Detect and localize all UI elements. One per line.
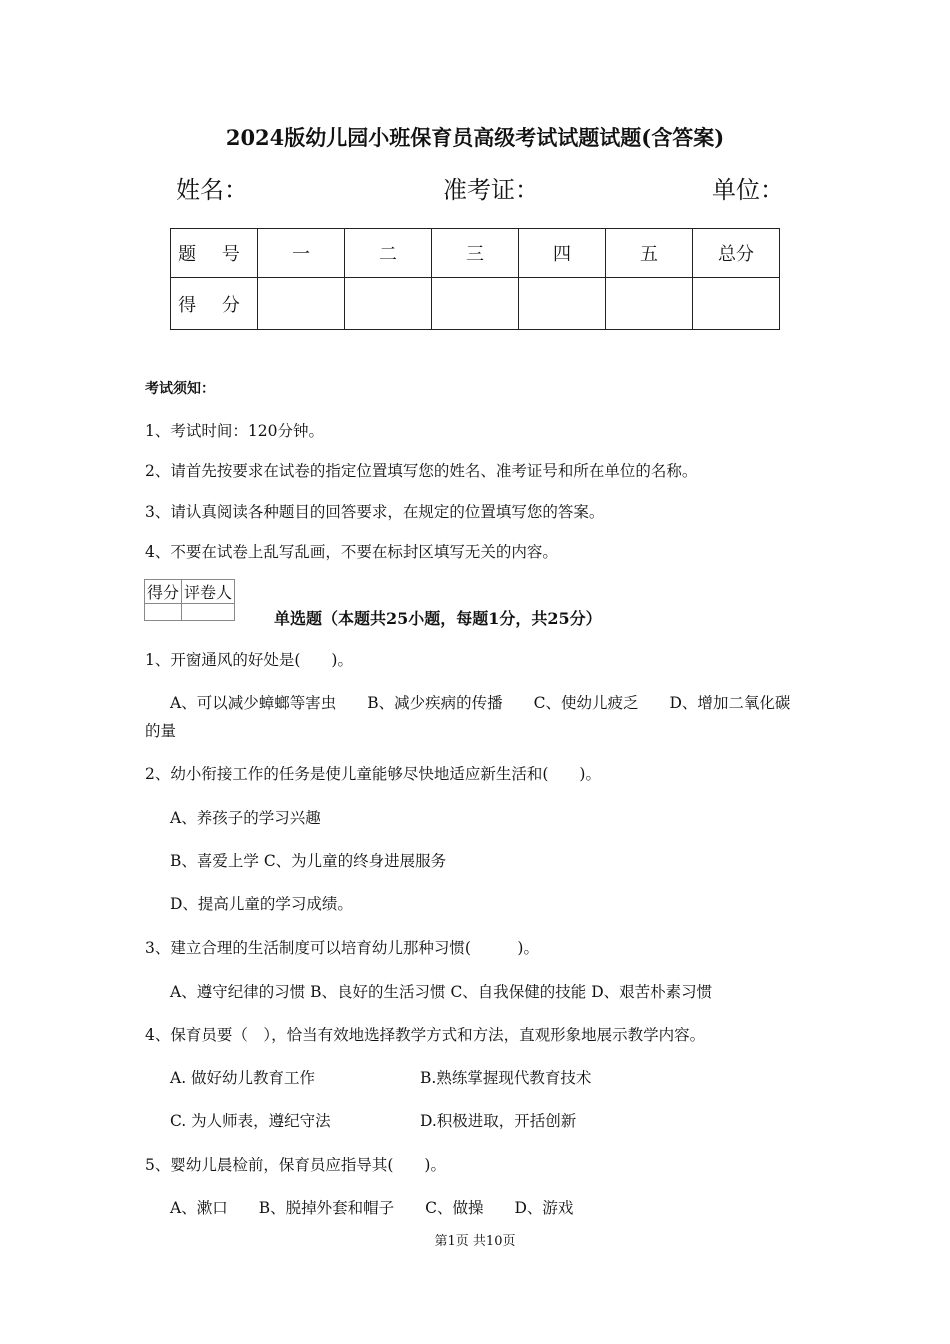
section-title: 单选题（本题共25小题，每题1分，共25分） (274, 609, 602, 628)
notice-item: 2、请首先按要求在试卷的指定位置填写您的姓名、准考证号和所在单位的名称。 (145, 462, 698, 480)
score-cell[interactable] (432, 278, 519, 330)
score-table-header: 题 号 (171, 229, 258, 278)
notice-heading: 考试须知： (145, 381, 215, 397)
grader-reviewer-cell[interactable] (182, 604, 235, 621)
question-options: A、可以减少蟑螂等害虫 B、减少疾病的传播 C、使幼儿疲乏 D、增加二氧化碳 (170, 694, 791, 712)
question-option: A、养孩子的学习兴趣 (170, 809, 321, 827)
question-options: 的量 (145, 722, 177, 740)
question-stem: 3、建立合理的生活制度可以培育幼儿那种习惯( )。 (145, 939, 539, 957)
question-stem: 5、婴幼儿晨检前，保育员应指导其( )。 (145, 1156, 446, 1174)
question-options: A、遵守纪律的习惯 B、良好的生活习惯 C、自我保健的技能 D、艰苦朴素习惯 (170, 983, 713, 1001)
notice-item: 4、不要在试卷上乱写乱画，不要在标封区填写无关的内容。 (145, 543, 558, 561)
score-cell[interactable] (606, 278, 693, 330)
score-table-header: 一 (258, 229, 345, 278)
score-table-header: 三 (432, 229, 519, 278)
question-stem: 4、保育员要（ ），恰当有效地选择教学方式和方法，直观形象地展示教学内容。 (145, 1026, 706, 1044)
question-option: D、提高儿童的学习成绩。 (170, 895, 353, 913)
score-cell[interactable] (258, 278, 345, 330)
score-cell[interactable] (345, 278, 432, 330)
score-cell[interactable] (519, 278, 606, 330)
question-options: A、漱口 B、脱掉外套和帽子 C、做操 D、游戏 (170, 1199, 574, 1217)
grader-score-cell[interactable] (145, 604, 182, 621)
notice-item: 3、请认真阅读各种题目的回答要求，在规定的位置填写您的答案。 (145, 503, 605, 521)
exam-id-field-label: 准考证： (443, 176, 539, 204)
score-cell[interactable] (693, 278, 780, 330)
question-stem: 1、开窗通风的好处是( )。 (145, 651, 353, 669)
unit-field-label: 单位： (712, 176, 784, 204)
question-stem: 2、幼小衔接工作的任务是使儿童能够尽快地适应新生活和( )。 (145, 765, 601, 783)
question-option: C. 为人师表，遵纪守法 (170, 1112, 331, 1130)
score-table-header: 四 (519, 229, 606, 278)
score-table (170, 228, 780, 330)
notice-item: 1、考试时间：120分钟。 (145, 422, 324, 440)
score-table-header: 总分 (693, 229, 780, 278)
document-title: 2024版幼儿园小班保育员高级考试试题试题(含答案) (225, 125, 725, 150)
question-option: D.积极进取，开括创新 (420, 1112, 577, 1130)
grader-score-label: 得分 (145, 580, 182, 604)
name-field-label: 姓名： (176, 176, 248, 204)
page-footer: 第1页 共10页 (434, 1234, 516, 1249)
grader-box (144, 579, 235, 621)
score-row-label: 得 分 (171, 278, 258, 330)
score-table-header: 五 (606, 229, 693, 278)
question-option: B、喜爱上学 C、为儿童的终身进展服务 (170, 852, 447, 870)
score-table-header-row (171, 229, 780, 278)
score-table-header: 二 (345, 229, 432, 278)
score-table-score-row (171, 278, 780, 330)
question-option: B.熟练掌握现代教育技术 (420, 1069, 592, 1087)
grader-reviewer-label: 评卷人 (182, 580, 235, 604)
question-option: A. 做好幼儿教育工作 (170, 1069, 316, 1087)
